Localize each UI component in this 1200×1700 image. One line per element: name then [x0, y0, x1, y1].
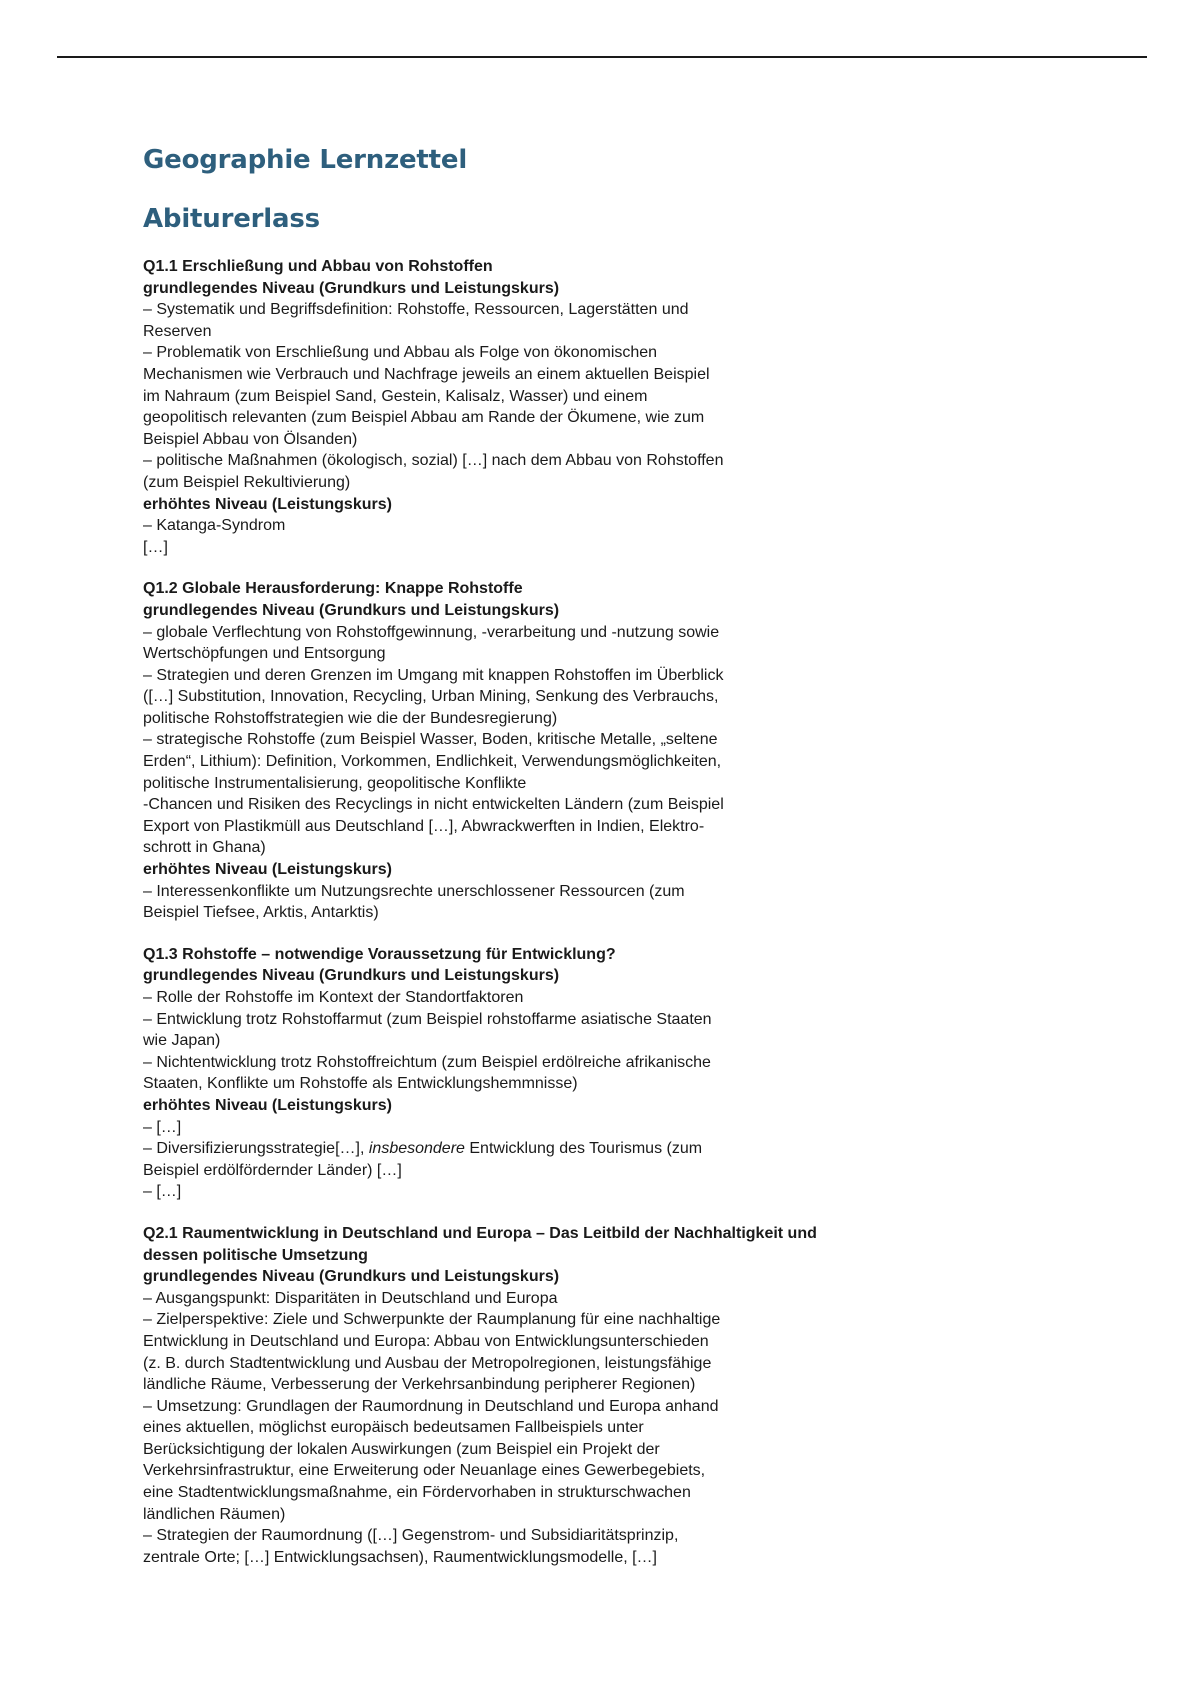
text-line: – Entwicklung trotz Rohstoffarmut (zum Beispiel rohstoffarme asiatische Staaten [143, 1010, 712, 1028]
text-line: ländliche Räume, Verbesserung der Verkehrsanbindung peripherer Regionen) [143, 1376, 696, 1394]
text-line: (z. B. durch Stadtentwicklung und Ausbau der Metropolregionen, leistungsfähige [143, 1354, 712, 1372]
text-line: – Systematik und Begriffsdefinition: Rohstoffe, Ressourcen, Lagerstätten und [143, 301, 689, 319]
text-line: – politische Maßnahmen (ökologisch, sozial) […] nach dem Abbau von Rohstoffen [143, 452, 724, 470]
level-heading: grundlegendes Niveau (Grundkurs und Leistungskurs) [143, 1268, 560, 1286]
top-rule [57, 56, 1147, 58]
text-line: Beispiel Abbau von Ölsanden) [143, 430, 358, 448]
text-line: wie Japan) [143, 1032, 221, 1050]
text-line: Entwicklung in Deutschland und Europa: Abbau von Entwicklungsunterschieden [143, 1332, 709, 1350]
document-body [143, 140, 823, 1568]
text-line: – Strategien und deren Grenzen im Umgang mit knappen Rohstoffen im Überblick [143, 666, 724, 684]
text-line: – strategische Rohstoffe (zum Beispiel Wasser, Boden, kritische Metalle, „seltene [143, 731, 718, 749]
level-heading: grundlegendes Niveau (Grundkurs und Leistungskurs) [143, 967, 560, 985]
level-heading: grundlegendes Niveau (Grundkurs und Leistungskurs) [143, 601, 560, 619]
section [143, 578, 823, 924]
section [143, 944, 823, 1203]
text-line: -Chancen und Risiken des Recyclings in nicht entwickelten Ländern (zum Beispiel [143, 796, 724, 814]
section [143, 1223, 823, 1569]
section-title: Q1.1 Erschließung und Abbau von Rohstoffen [143, 258, 493, 275]
section-title: Q1.2 Globale Herausforderung: Knappe Rohstoffe [143, 580, 523, 598]
text-line: – Nichtentwicklung trotz Rohstoffreichtum (zum Beispiel erdölreiche afrikanische [143, 1053, 711, 1071]
text-line: Staaten, Konflikte um Rohstoffe als Entwicklungshemmnisse) [143, 1075, 578, 1093]
text-line: politische Instrumentalisierung, geopolitische Konflikte [143, 774, 527, 792]
level-heading: erhöhtes Niveau (Leistungskurs) [143, 495, 392, 513]
text-line: – globale Verflechtung von Rohstoffgewinnung, -verarbeitung und -nutzung sowie [143, 623, 720, 641]
text-line: – Interessenkonflikte um Nutzungsrechte unerschlossener Ressourcen (zum [143, 882, 685, 900]
text-line: schrott in Ghana) [143, 839, 266, 857]
text-line: – Strategien der Raumordnung ([…] Gegenstrom- und Subsidiaritätsprinzip, [143, 1527, 679, 1545]
text-line: Beispiel Tiefsee, Arktis, Antarktis) [143, 904, 379, 922]
text-line: geopolitisch relevanten (zum Beispiel Abbau am Rande der Ökumene, wie zum [143, 409, 705, 427]
text-line: – […] [143, 1183, 182, 1201]
text-line: – Ausgangspunkt: Disparitäten in Deutschland und Europa [143, 1289, 558, 1307]
text-line: politische Rohstoffstrategien wie die der Bundesregierung) [143, 709, 558, 727]
text-line: – Rolle der Rohstoffe im Kontext der Standortfaktoren [143, 989, 524, 1006]
document-title: Geographie Lernzettel [143, 145, 468, 175]
section-title: Q1.3 Rohstoffe – notwendige Voraussetzung für Entwicklung? [143, 945, 616, 963]
text-line: eines aktuellen, möglichst europäisch bedeutsamen Fallbeispiels unter [143, 1419, 644, 1437]
text-line: – Umsetzung: Grundlagen der Raumordnung in Deutschland und Europa anhand [143, 1397, 719, 1415]
document-subtitle: Abiturerlass [143, 204, 320, 234]
text-line: Mechanismen wie Verbrauch und Nachfrage jeweils an einem aktuellen Beispiel [143, 365, 710, 383]
text-line: Beispiel erdölfördernder Länder) […] [143, 1161, 402, 1179]
section [143, 256, 823, 558]
text-line [143, 1138, 823, 1160]
text-line: ländlichen Räumen) [143, 1505, 286, 1523]
text-line: ([…] Substitution, Innovation, Recycling, Urban Mining, Senkung des Verbrauchs, [143, 688, 719, 706]
text-line: Reserven [143, 322, 212, 340]
level-heading: erhöhtes Niveau (Leistungskurs) [143, 861, 392, 879]
text-line: Verkehrsinfrastruktur, eine Erweiterung oder Neuanlage eines Gewerbegebiets, [143, 1462, 706, 1480]
text-line: Wertschöpfungen und Entsorgung [143, 645, 386, 663]
text-segment: – Diversifizierungsstrategie[…], [143, 1140, 369, 1158]
text-line: – Katanga-Syndrom [143, 517, 286, 535]
text-line: – Problematik von Erschließung und Abbau als Folge von ökonomischen [143, 344, 658, 362]
emphasis-text: insbesondere [368, 1140, 465, 1158]
text-line: zentrale Orte; […] Entwicklungsachsen), Raumentwicklungsmodelle, […] [143, 1548, 657, 1566]
level-heading: erhöhtes Niveau (Leistungskurs) [143, 1096, 392, 1114]
text-line: Erden“, Lithium): Definition, Vorkommen, Endlichkeit, Verwendungsmöglichkeiten, [143, 753, 722, 771]
text-line: […] [143, 538, 168, 556]
text-line: – Zielperspektive: Ziele und Schwerpunkte der Raumplanung für eine nachhaltige [143, 1311, 721, 1329]
text-line: (zum Beispiel Rekultivierung) [143, 473, 351, 491]
text-line: Berücksichtigung der lokalen Auswirkungen (zum Beispiel ein Projekt der [143, 1440, 660, 1458]
text-line: eine Stadtentwicklungsmaßnahme, ein Fördervorhaben in strukturschwachen [143, 1484, 691, 1502]
level-heading: grundlegendes Niveau (Grundkurs und Leistungskurs) [143, 279, 560, 297]
section-title: Q2.1 Raumentwicklung in Deutschland und Europa – Das Leitbild der Nachhaltigkeit und dessen politische Umsetzung [143, 1224, 817, 1264]
text-line: Export von Plastikmüll aus Deutschland […], Abwrackwerften in Indien, Elektro- [143, 817, 705, 835]
text-segment: Entwicklung des Tourismus (zum [464, 1140, 703, 1158]
text-line: im Nahraum (zum Beispiel Sand, Gestein, Kalisalz, Wasser) und einem [143, 387, 648, 405]
text-line: – […] [143, 1118, 182, 1136]
sections-container [143, 256, 823, 1568]
